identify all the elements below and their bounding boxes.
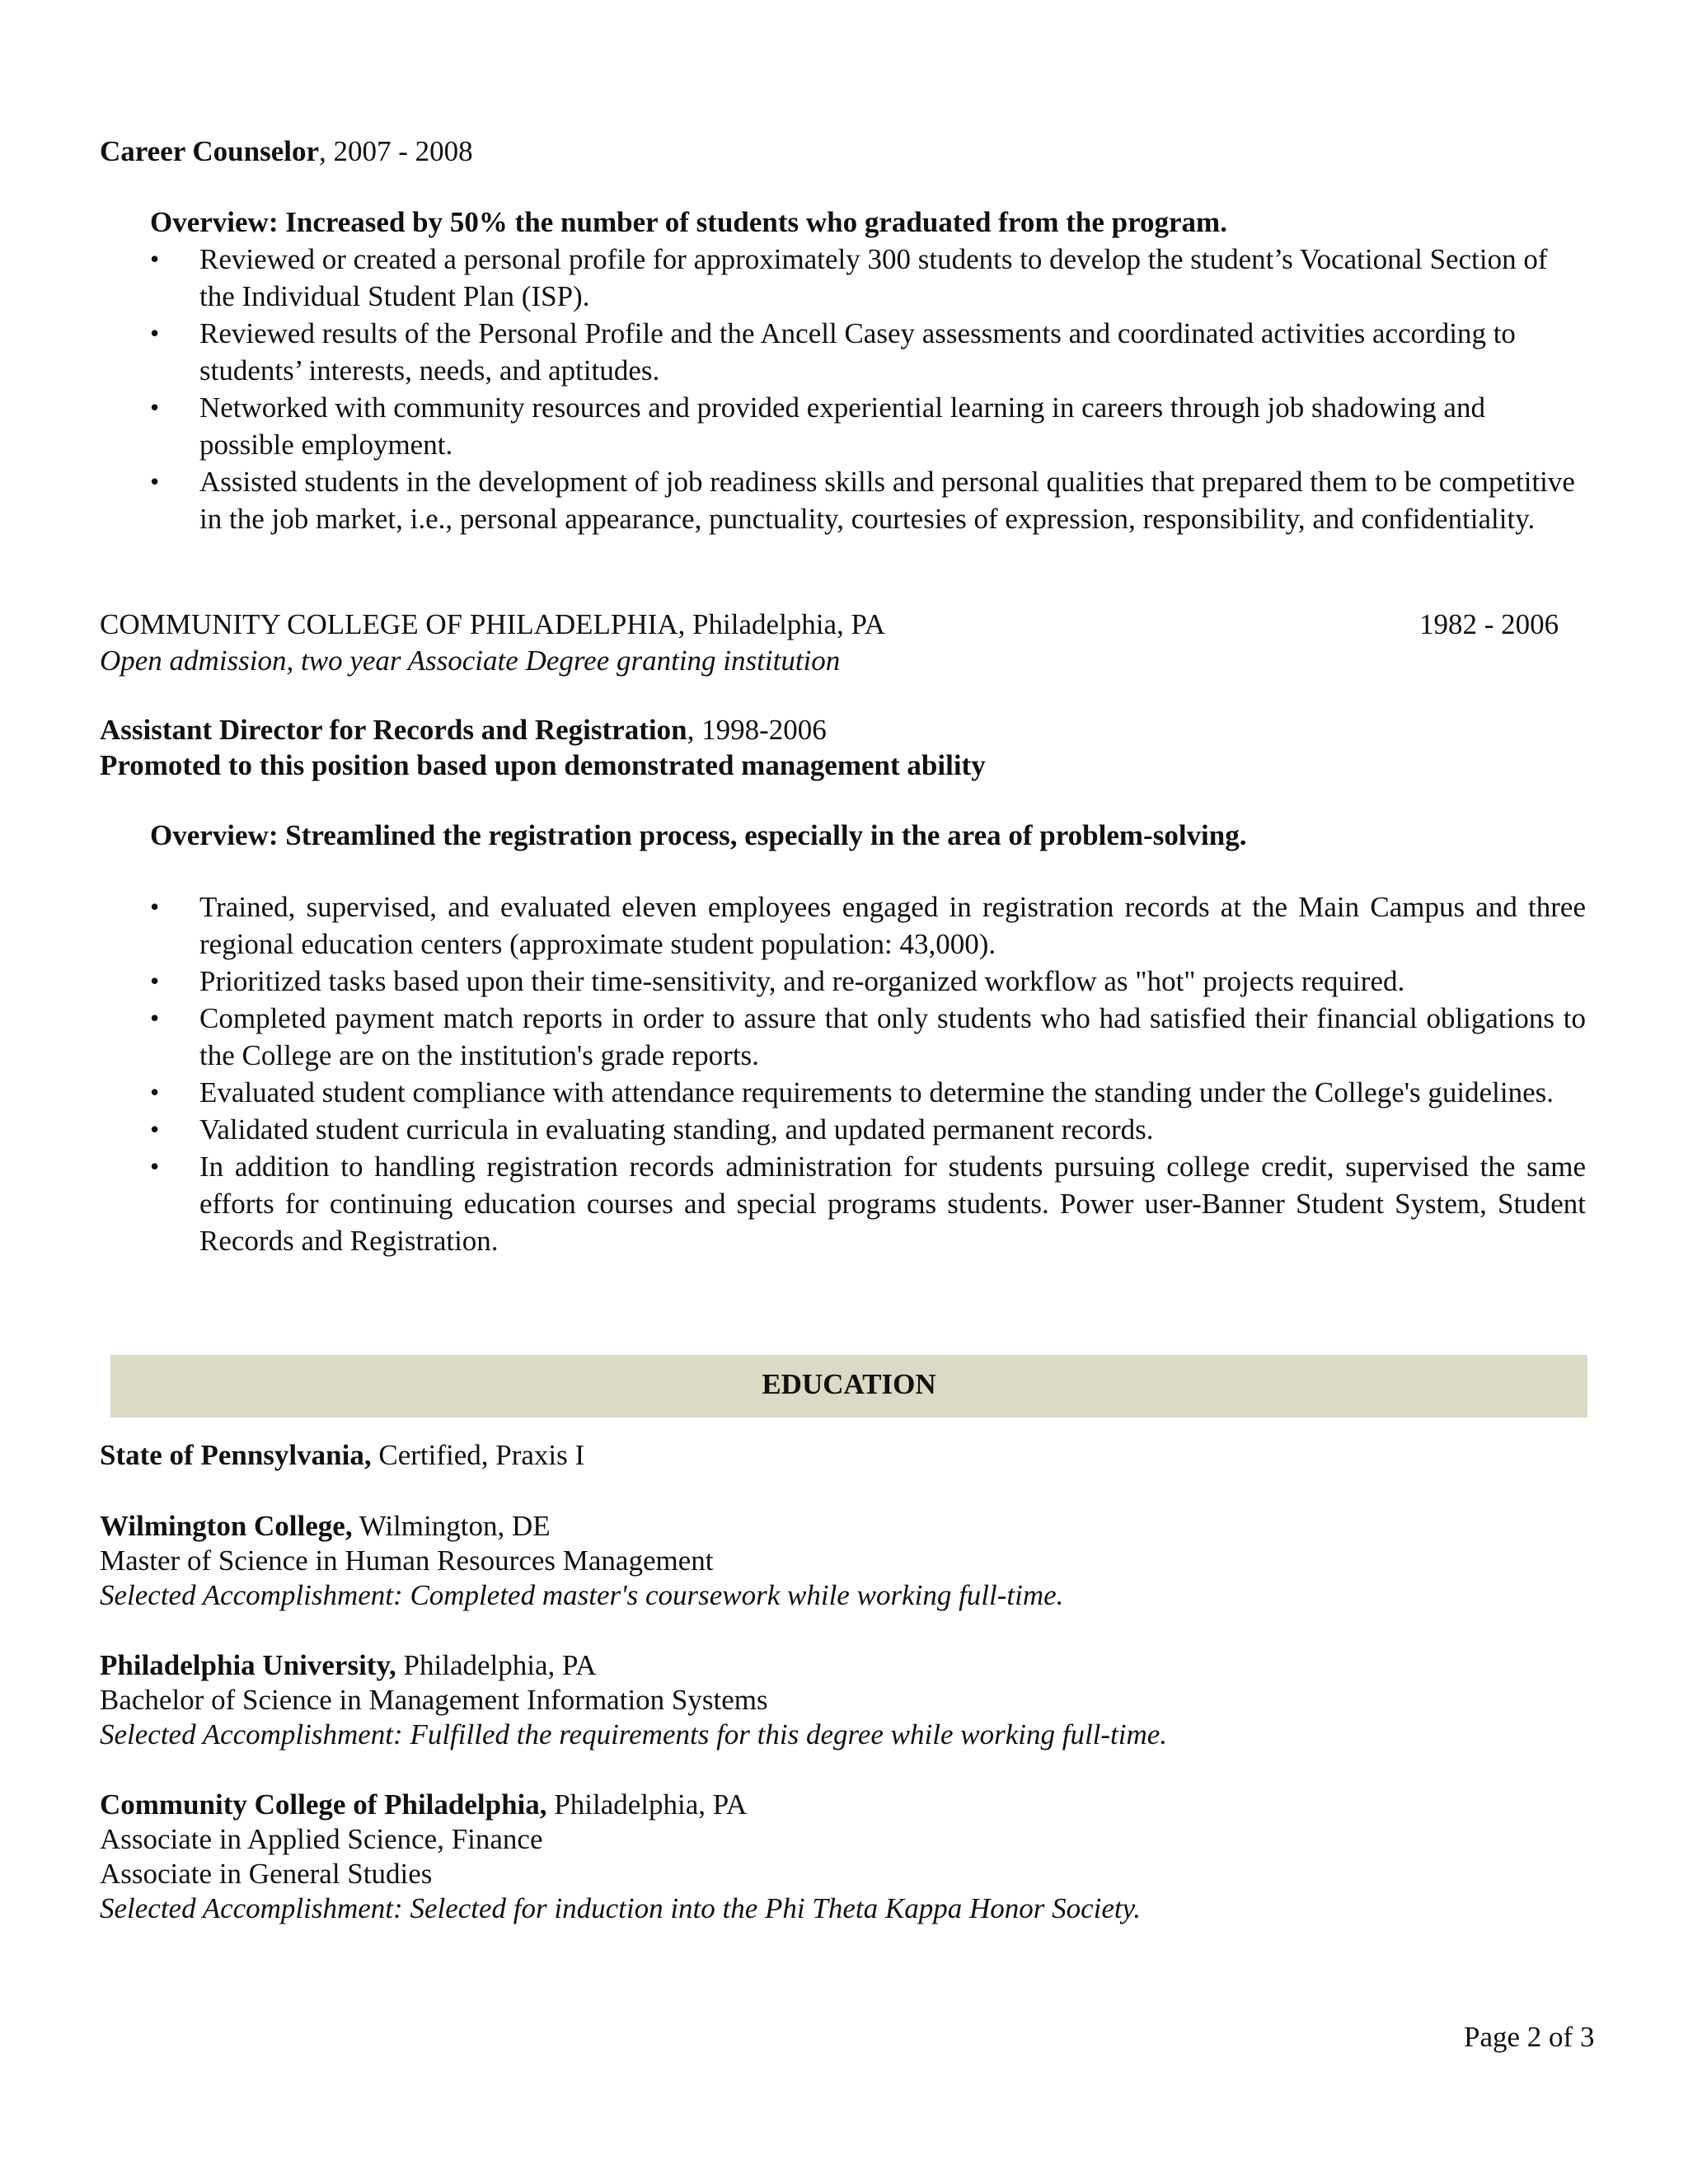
employer-name: COMMUNITY COLLEGE OF PHILADELPHIA, Philadelphia, PA [100,608,886,640]
school-line [100,1787,747,1823]
degree: Master of Science in Human Resources Management [100,1544,714,1577]
job-title: Assistant Director for Records and Registration [100,714,687,746]
list-item: • Evaluated student compliance with attendance requirements to determine the standing under the College's guidelines. [150,1076,1554,1108]
section-heading: EDUCATION [762,1368,936,1400]
job-title-line [100,712,827,748]
accomplishment: Selected Accomplishment: Completed master's coursework while working full-time. [100,1579,1064,1611]
accomplishment: Selected Accomplishment: Selected for induction into the Phi Theta Kappa Honor Society. [100,1892,1141,1924]
list-item: • Assisted students in the development of job readiness skills and personal qualities that prepared them to be competitive in the job market, i.e., personal appearance, punctuality, courtesies of expression, responsibility, and confidentiality. [150,466,1575,535]
job-overview: Overview: Streamlined the registration process, especially in the area of problem-solving. [150,819,1247,851]
list-item: • In addition to handling registration records administration for students pursuing college credit, supervised the same efforts for continuing education courses and special programs students. Power user-Banner Student System, Student Records and Registration. [150,1151,1586,1257]
list-item: • Prioritized tasks based upon their time-sensitivity, and re-organized workflow as "hot" projects required. [150,965,1405,997]
list-item: • Validated student curricula in evaluating standing, and updated permanent records. [150,1113,1154,1146]
school-name: Community College of Philadelphia, [100,1788,547,1821]
school-location: Philadelphia, PA [546,1788,748,1821]
job-overview: Overview: Increased by 50% the number of students who graduated from the program. [150,206,1227,238]
cert-name: State of Pennsylvania, [100,1439,372,1471]
degree: Bachelor of Science in Management Information Systems [100,1684,768,1716]
school-line [100,1647,597,1684]
employer-description: Open admission, two year Associate Degree granting institution [100,644,841,677]
cert-detail: Certified, Praxis I [371,1439,585,1471]
school-name: Wilmington College, [100,1510,353,1542]
promotion-note: Promoted to this position based upon demonstrated management ability [100,749,986,781]
registrar-bullets [150,888,1586,1259]
accomplishment: Selected Accomplishment: Fulfilled the requirements for this degree while working full-time. [100,1718,1168,1750]
list-item: • Completed payment match reports in order to assure that only students who had satisfied their financial obligations to the College are on the institution's grade reports. [150,1002,1586,1071]
job-years: , 2007 - 2008 [319,135,473,167]
list-item: • Reviewed results of the Personal Profile and the Ancell Casey assessments and coordinated activities according to students’ interests, needs, and aptitudes. [150,317,1516,387]
school-name: Philadelphia University, [100,1649,396,1681]
school-location: Wilmington, DE [352,1510,551,1542]
list-item: • Networked with community resources and provided experiential learning in careers through job shadowing and possible employment. [150,391,1485,461]
school-line [100,1508,551,1544]
certification-line [100,1437,584,1474]
counselor-bullets [150,241,1586,537]
job-years: , 1998-2006 [687,714,827,746]
education-section-header [110,1355,1587,1418]
job-title: Career Counselor [100,135,320,167]
page-number: Page 2 of 3 [1464,2021,1595,2053]
degree: Associate in General Studies [100,1858,433,1890]
employer-years: 1982 - 2006 [1419,608,1559,640]
job-title-line [100,134,473,170]
school-location: Philadelphia, PA [396,1649,597,1681]
list-item: • Trained, supervised, and evaluated eleven employees engaged in registration records at the Main Campus and three regional education centers (approximate student population: 43,000). [150,891,1586,960]
degree: Associate in Applied Science, Finance [100,1823,543,1855]
list-item: • Reviewed or created a personal profile for approximately 300 students to develop the student’s Vocational Section of the Individual Student Plan (ISP). [150,243,1548,312]
